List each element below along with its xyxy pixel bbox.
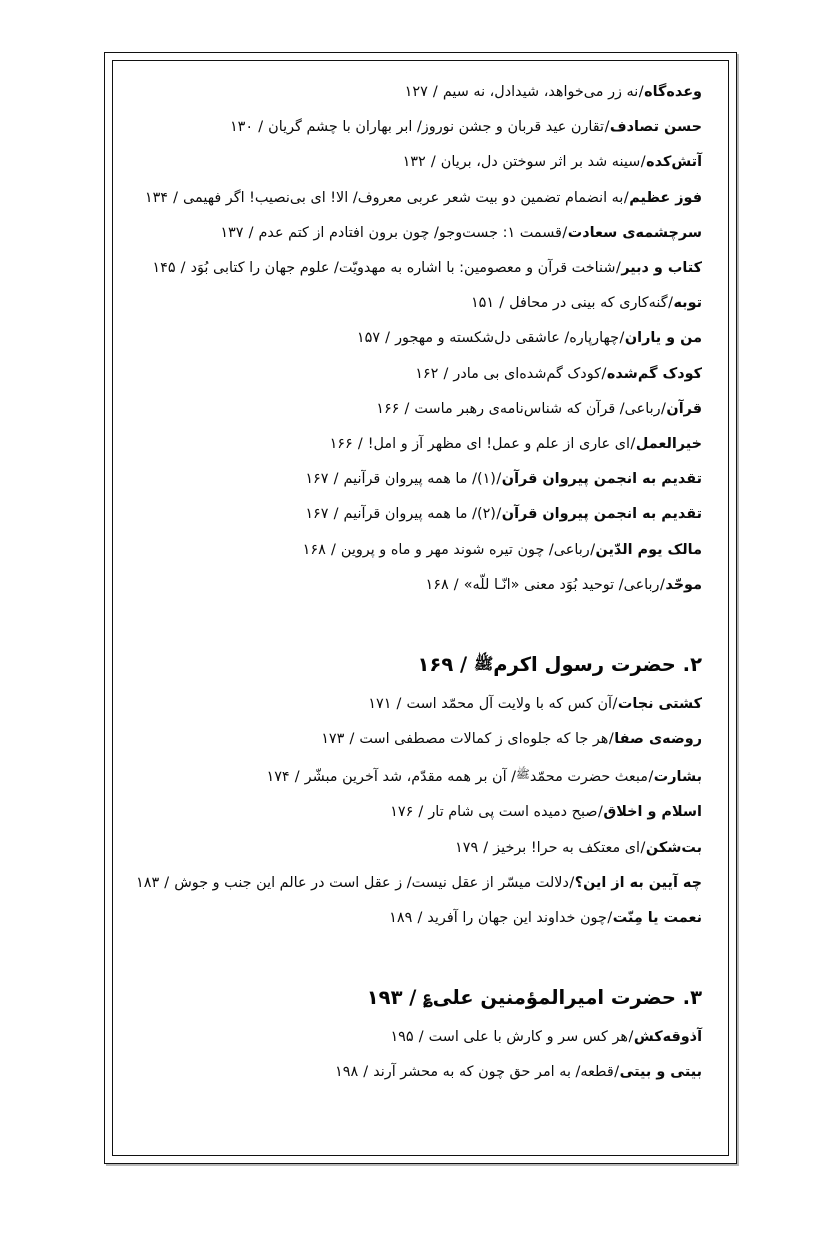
page-border-outer: [104, 52, 737, 1164]
toc-entry-separator: /: [569, 874, 575, 891]
toc-entry-page-number: ۱۷۴: [266, 769, 290, 786]
toc-entry-page-number: ۱۶۶: [329, 436, 353, 453]
toc-entry-page-number: ۱۲۷: [404, 84, 428, 100]
toc-entry-page-number: ۱۷۹: [454, 839, 479, 856]
toc-entry-page-number: ۱۴۵: [152, 260, 176, 277]
toc-entry-title: بیتی و بیتی: [619, 1064, 702, 1081]
toc-entry-title: تقدیم به انجمن پیروان قرآن: [501, 471, 702, 488]
toc-entry-page-number: ۱۳۴: [144, 189, 169, 206]
toc-entry-separator: /: [640, 154, 646, 171]
toc-entry[interactable]: [139, 286, 702, 321]
toc-entry-page-number: ۱۳۷: [220, 224, 244, 241]
toc-entry-separator: /: [615, 260, 621, 277]
toc-entry-separator: /: [601, 365, 607, 382]
toc-entry[interactable]: [139, 216, 702, 251]
toc-entry-page-number: ۱۷۳: [321, 731, 345, 748]
toc-content: [135, 75, 702, 1141]
toc-entry-description: هر جا که جلوه‌ای ز کمالات مصطفی است: [359, 731, 609, 748]
toc-entry-description: هر کس سر و کارش با علی است: [428, 1029, 629, 1046]
toc-entry-title: قرآن: [666, 400, 702, 417]
toc-entry[interactable]: [139, 687, 702, 722]
toc-entry-description: ای معتکف به حرا! برخیز: [493, 839, 641, 856]
toc-entry-title: وعده‌گاه: [644, 84, 702, 100]
toc-entry-description: شناخت قرآن و معصومین: با اشاره به مهدویّت/ علوم جهان را کتابی بُوَد: [190, 260, 616, 277]
toc-entry-title: من و یاران: [624, 330, 702, 347]
toc-entry-description: رباعی/ توحید بُوَد معنی «انّـا للّه»: [463, 576, 660, 593]
toc-entry[interactable]: [139, 75, 702, 110]
section-number: ۳.: [682, 986, 702, 1010]
toc-entry-page-separator: /: [391, 695, 406, 712]
toc-entry[interactable]: [139, 251, 702, 286]
toc-entry[interactable]: [139, 110, 702, 145]
toc-entry-page-separator: /: [438, 365, 453, 382]
toc-entry-page-separator: /: [478, 839, 493, 856]
toc-entry-page-separator: /: [176, 260, 191, 277]
toc-entry-description: رباعی/ قرآن که شناس‌نامه‌ی رهبر ماست: [414, 400, 661, 417]
toc-entry[interactable]: [139, 145, 702, 180]
heading-gap: [139, 680, 702, 687]
section-page: ۱۶۹: [417, 652, 454, 676]
toc-entry-description: دلالت میسّر از عقل نیست/ ز عقل است در عالم این جنب و جوش: [174, 874, 569, 891]
toc-entry-title: بشارت: [653, 769, 702, 786]
toc-entry-separator: /: [638, 84, 644, 100]
toc-entry-description: کودک گم‌شده‌ای بی مادر: [453, 365, 601, 382]
toc-entry-separator: /: [640, 839, 646, 856]
toc-entry-page-number: ۱۸۹: [389, 910, 413, 927]
honorific-alayhissalam-icon: ؏: [423, 987, 433, 1007]
toc-entry[interactable]: [139, 795, 702, 830]
toc-entry-description: (۲)/ ما همه پیروان قرآنیم: [343, 506, 496, 523]
section-title: حضرت رسول اکرم: [493, 652, 676, 676]
toc-entry-separator: /: [562, 224, 568, 241]
toc-entry-separator: /: [496, 471, 502, 488]
toc-entry-title: کشتی نجات: [617, 695, 702, 712]
toc-entry-page-separator: /: [326, 541, 341, 558]
toc-list-section-3: [139, 1020, 702, 1090]
toc-entry-page-separator: /: [449, 576, 464, 593]
toc-entry-description-cont: / آن بر همه مقدّم، شد آخرین مبشّر: [304, 769, 517, 786]
toc-entry[interactable]: [139, 392, 702, 427]
section-sep: /: [460, 652, 468, 676]
toc-entry-title: کتاب و دبیر: [621, 260, 702, 277]
toc-entry-separator: /: [607, 910, 613, 927]
toc-entry-page-separator: /: [329, 471, 344, 488]
toc-entry-page-number: ۱۳۰: [229, 119, 254, 136]
toc-entry-title: بت‌شکن: [645, 839, 702, 856]
toc-entry[interactable]: [139, 722, 702, 757]
toc-entry-title: خیرالعمل: [635, 436, 702, 453]
toc-entry-page-number: ۱۶۸: [425, 576, 449, 593]
toc-entry-description: قطعه/ به امر حق چون که به محشر آرند: [373, 1064, 614, 1081]
toc-entry-page-separator: /: [412, 910, 427, 927]
toc-entry[interactable]: [135, 866, 702, 901]
toc-list-section-2: [135, 687, 702, 936]
toc-entry[interactable]: [139, 462, 702, 497]
toc-entry-title: اسلام و اخلاق: [603, 804, 702, 821]
toc-entry-description: آن کس که با ولایت آل محمّد است: [406, 695, 613, 712]
toc-entry-page-separator: /: [358, 1064, 373, 1081]
section-heading-2: [139, 649, 702, 680]
toc-entry-page-separator: /: [344, 731, 359, 748]
toc-entry-page-number: ۱۵۱: [470, 295, 495, 312]
toc-entry-page-separator: /: [414, 1029, 429, 1046]
toc-entry-page-separator: /: [244, 224, 259, 241]
page-border-inner: [112, 60, 729, 1156]
toc-entry[interactable]: [139, 497, 702, 532]
toc-entry-description: ای عاری از علم و عمل! ای مظهر آز و امل!: [367, 436, 630, 453]
toc-entry-description: سینه شد بر اثر سوختن دل، بریان: [440, 154, 641, 171]
toc-entry[interactable]: [139, 357, 702, 392]
toc-entry[interactable]: [139, 427, 702, 462]
toc-entry-description: تقارن عید قربان و جشن نوروز/ ابر بهاران با چشم گریان: [268, 119, 605, 136]
toc-entry-separator: /: [590, 541, 596, 558]
toc-list-top: [139, 75, 702, 603]
toc-entry-page-separator: /: [353, 436, 368, 453]
toc-entry[interactable]: [139, 757, 702, 795]
toc-entry-page-separator: /: [253, 119, 268, 136]
toc-entry-page-number: ۱۶۸: [302, 541, 326, 558]
toc-entry-title: توبه: [673, 295, 702, 312]
toc-entry-separator: /: [619, 330, 625, 347]
heading-gap: [139, 1013, 702, 1020]
toc-entry[interactable]: [139, 901, 702, 936]
toc-entry-page-separator: /: [290, 769, 305, 786]
toc-entry-page-separator: /: [399, 400, 414, 417]
toc-entry[interactable]: [139, 321, 702, 356]
toc-entry-separator: /: [660, 576, 665, 593]
toc-entry-page-number: ۱۳۲: [402, 154, 426, 171]
toc-entry-title: کودک گم‌شده: [606, 365, 702, 382]
toc-entry[interactable]: [139, 1055, 702, 1090]
toc-entry-description: رباعی/ چون تیره شوند مهر و ماه و پروین: [340, 541, 590, 558]
toc-entry[interactable]: [139, 1020, 702, 1055]
toc-entry-separator: /: [598, 804, 603, 821]
section-gap: [139, 936, 702, 982]
toc-entry-page-separator: /: [413, 804, 428, 821]
toc-entry-separator: /: [604, 119, 610, 136]
toc-entry-title: فوز عظیم: [629, 189, 702, 206]
toc-entry-page-number: ۱۶۶: [376, 400, 400, 417]
toc-entry-separator: /: [608, 731, 614, 748]
toc-entry-page-number: ۱۹۸: [335, 1064, 359, 1081]
toc-entry-description: به انضمام تضمین دو بیت شعر عربی معروف/ الا! ای بی‌نصیب! اگر فهیمی: [183, 189, 624, 206]
toc-entry-title: چه آیین به از این؟: [574, 874, 702, 891]
toc-entry-title: موحّد: [665, 576, 702, 593]
toc-entry-page-number: ۱۸۳: [135, 874, 160, 891]
toc-entry-page-number: ۱۶۲: [415, 365, 439, 382]
toc-entry-page-separator: /: [494, 295, 509, 312]
toc-entry-title: تقدیم به انجمن پیروان قرآن: [501, 506, 702, 523]
toc-entry-separator: /: [661, 400, 666, 417]
section-page: ۱۹۳: [366, 986, 403, 1010]
toc-entry-title: مالک یوم الدّین: [595, 541, 702, 558]
toc-entry-page-number: ۱۶۷: [305, 471, 329, 488]
toc-entry-page-number: ۱۷۱: [368, 695, 392, 712]
toc-entry-description: چهارپاره/ عاشقی دل‌شکسته و مهجور: [395, 330, 619, 347]
toc-entry-description: (۱)/ ما همه پیروان قرآنیم: [343, 471, 496, 488]
toc-entry-separator: /: [623, 189, 629, 206]
toc-entry-description: چون خداوند این جهان را آفرید: [427, 910, 607, 927]
toc-entry-description: صبح دمیده است پی شام تار: [428, 804, 598, 821]
toc-entry[interactable]: [139, 568, 702, 603]
toc-entry-page-number: ۱۵۷: [356, 330, 381, 347]
toc-entry-separator: /: [630, 436, 636, 453]
toc-entry-separator: /: [628, 1029, 634, 1046]
toc-entry[interactable]: [139, 533, 702, 568]
section-heading-3: [139, 982, 702, 1013]
toc-entry-title: سرچشمه‌ی سعادت: [567, 224, 702, 241]
toc-entry-separator: /: [668, 295, 673, 312]
toc-entry-title: نعمت یا مِنّت: [612, 910, 702, 927]
toc-entry-description: قسمت ۱: جست‌وجو/ چون برون افتادم از کتم عدم: [258, 224, 562, 241]
toc-entry[interactable]: [139, 831, 702, 866]
toc-entry-title: روضه‌ی صفا: [614, 731, 702, 748]
toc-entry-page-separator: /: [159, 874, 174, 891]
toc-entry-page-number: ۱۹۵: [390, 1029, 414, 1046]
toc-entry-page-separator: /: [428, 84, 443, 100]
toc-entry-title: حسن تصادف: [609, 119, 702, 136]
toc-entry-separator: /: [648, 769, 654, 786]
honorific-sallallahu-icon: ﷺ: [516, 767, 530, 782]
toc-entry-page-separator: /: [426, 154, 441, 171]
toc-entry-page-number: ۱۷۶: [390, 804, 414, 821]
section-gap: [139, 603, 702, 649]
toc-entry-description: گنه‌کاری که بینی در محافل: [509, 295, 668, 312]
toc-entry-page-number: ۱۶۷: [305, 506, 329, 523]
honorific-sallallahu-icon: ﷺ: [473, 654, 494, 674]
toc-entry-title: آذوقه‌کش: [633, 1029, 702, 1046]
toc-entry-description: نه زر می‌خواهد، شیدادل، نه سیم: [442, 84, 639, 100]
toc-entry[interactable]: [139, 181, 702, 216]
section-sep: /: [409, 986, 417, 1010]
section-number: ۲.: [682, 652, 702, 676]
toc-entry-separator: /: [612, 695, 618, 712]
toc-entry-page-separator: /: [380, 330, 395, 347]
toc-entry-page-separator: /: [329, 506, 344, 523]
toc-entry-page-separator: /: [168, 189, 183, 206]
toc-entry-title: آتش‌کده: [646, 154, 702, 171]
section-title: حضرت امیرالمؤمنین علی: [432, 986, 676, 1010]
toc-entry-description: مبعث حضرت محمّد: [529, 769, 648, 786]
toc-entry-separator: /: [614, 1064, 620, 1081]
toc-entry-separator: /: [496, 506, 502, 523]
